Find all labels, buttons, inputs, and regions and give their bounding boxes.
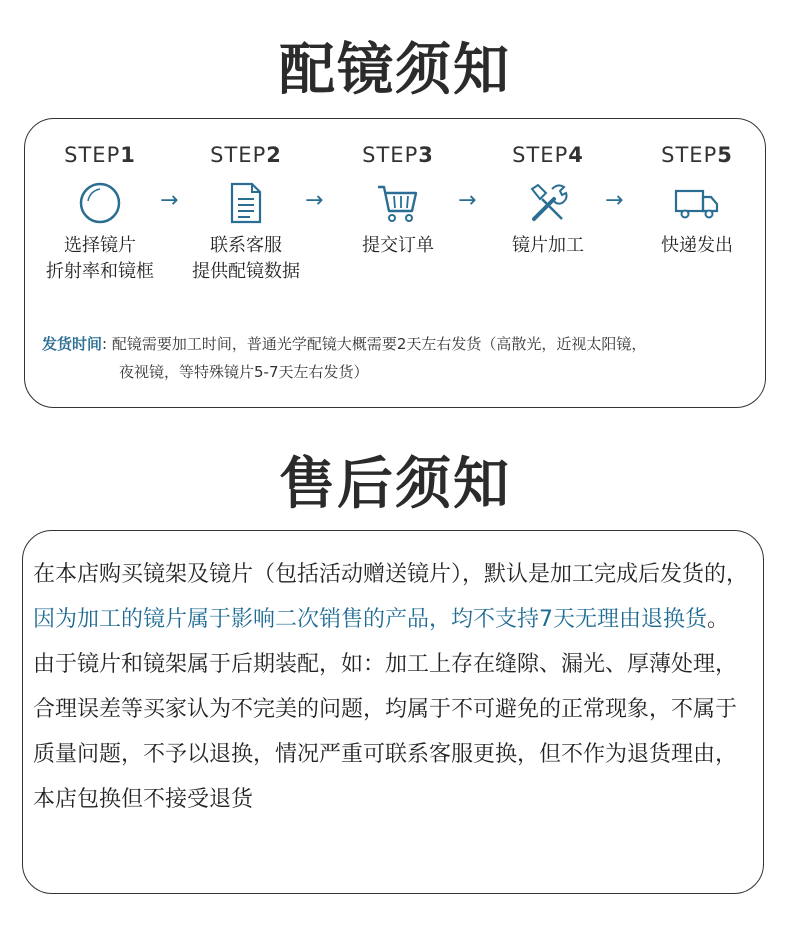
step-3-text: 提交订单 [362,235,434,256]
step-5-label: STEP5 [661,143,733,167]
shipping-time-note [42,330,742,386]
step-2-text: 联系客服 提供配镜数据 [192,235,300,282]
arrow-2: → [305,188,324,213]
after-sales-paragraph-1: 在本店购买镜架及镜片（包括活动赠送镜片），默认是加工完成后发货的，因为加工的镜片属于影响二次销售的产品，均不支持7天无理由退换货。 [33,562,749,632]
step-2-label: STEP2 [210,143,282,167]
arrow-3: → [458,188,477,213]
after-sales-text [33,552,753,822]
step-3-label: STEP3 [362,143,434,167]
step-2 [166,143,326,285]
tools-icon [524,179,572,227]
after-sales-highlight: 因为加工的镜片属于影响二次销售的产品，均不支持7天无理由退换货 [33,607,707,632]
step-4-label: STEP4 [512,143,584,167]
shipping-time-tag: 发货时间 [42,335,103,353]
page-title-after-sales: 售后须知 [279,452,511,517]
page-title-fitting: 配镜须知 [279,38,511,103]
step-1-text: 选择镜片 折射率和镜框 [46,235,154,282]
shipping-time-line1: : 配镜需要加工时间，普通光学配镜大概需要2天左右发货（高散光，近视太阳镜， [102,335,647,353]
step-4 [468,143,628,259]
cart-icon [374,179,422,227]
step-1-label: STEP1 [64,143,136,167]
step-1 [20,143,180,285]
step-4-text: 镜片加工 [512,235,584,256]
document-icon [222,179,270,227]
arrow-1: → [160,188,179,213]
step-3 [318,143,478,259]
truck-icon [673,179,721,227]
step-5 [617,143,777,259]
lens-circle-icon [76,179,124,227]
after-sales-paragraph-2: 由于镜片和镜架属于后期装配，如：加工上存在缝隙、漏光、厚薄处理，合理误差等买家认为不完美的问题，均属于不可避免的正常现象，不属于质量问题，不予以退换，情况严重可联系客服更换，但不作为退货理由，本店包换但不接受退货 [33,652,738,812]
arrow-4: → [605,188,624,213]
step-5-text: 快递发出 [661,235,733,256]
shipping-time-line2: 夜视镜，等特殊镜片5-7天左右发货） [119,363,369,381]
